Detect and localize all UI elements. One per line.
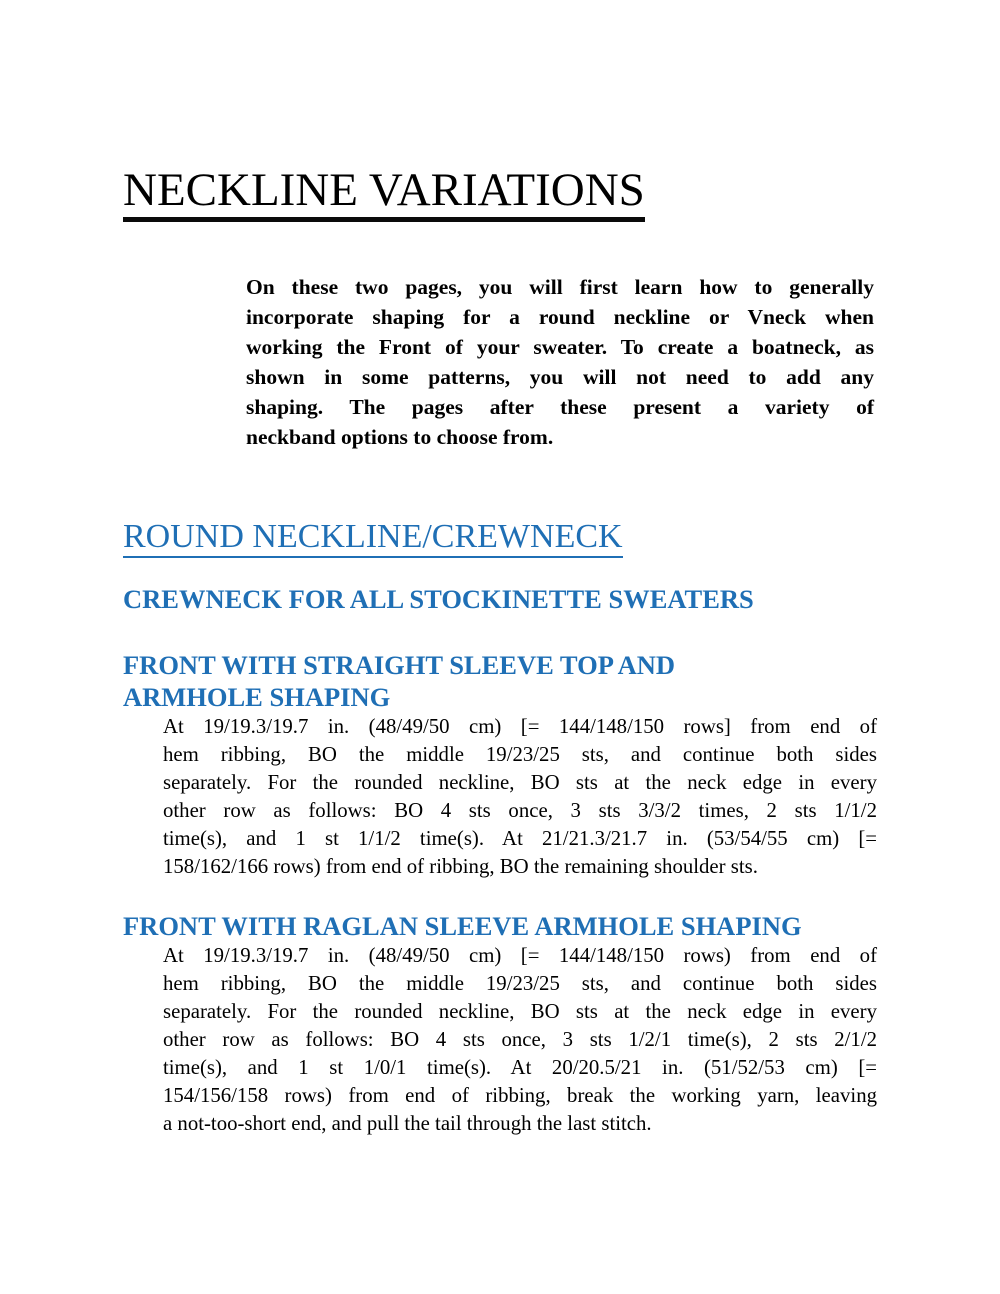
text-line: separately. For the rounded neckline, BO sts at the neck edge in every [163, 771, 877, 794]
text-line: 154/156/158 rows) from end of ribbing, break the working yarn, leaving [163, 1084, 877, 1107]
page-title-text: NECKLINE VARIATIONS [123, 163, 645, 222]
text-line: shown in some patterns, you will not need to add any [246, 365, 874, 389]
text-line: working the Front of your sweater. To create a boatneck, as [246, 335, 874, 359]
text-line: FRONT WITH STRAIGHT SLEEVE TOP AND [123, 650, 676, 680]
page-title [123, 163, 645, 222]
text-line: other row as follows: BO 4 sts once, 3 sts 3/3/2 times, 2 sts 1/1/2 [163, 799, 877, 822]
text-line: At 19/19.3/19.7 in. (48/49/50 cm) [= 144/148/150 rows] from end of [163, 715, 877, 738]
text-line: separately. For the rounded neckline, BO sts at the neck edge in every [163, 1000, 877, 1023]
text-line: At 19/19.3/19.7 in. (48/49/50 cm) [= 144/148/150 rows) from end of [163, 944, 877, 967]
section-heading-round-neckline-text: ROUND NECKLINE/CREWNECK [123, 517, 623, 558]
instructions-front-raglan-sleeve [163, 942, 877, 1138]
subsection-heading-front-raglan-sleeve: FRONT WITH RAGLAN SLEEVE ARMHOLE SHAPING [123, 911, 802, 941]
intro-paragraph [246, 272, 874, 452]
text-line: On these two pages, you will first learn how to generally [246, 275, 874, 299]
text-line: time(s), and 1 st 1/1/2 time(s). At 21/21.3/21.7 in. (53/54/55 cm) [= [163, 827, 877, 850]
text-line: hem ribbing, BO the middle 19/23/25 sts, and continue both sides [163, 972, 877, 995]
text-line: ARMHOLE SHAPING [123, 682, 391, 712]
text-line: 158/162/166 rows) from end of ribbing, BO the remaining shoulder sts. [163, 855, 758, 878]
text-line: hem ribbing, BO the middle 19/23/25 sts, and continue both sides [163, 743, 877, 766]
instructions-front-straight-sleeve [163, 713, 877, 881]
text-line: time(s), and 1 st 1/0/1 time(s). At 20/20.5/21 in. (51/52/53 cm) [= [163, 1056, 877, 1079]
text-line: other row as follows: BO 4 sts once, 3 sts 1/2/1 time(s), 2 sts 2/1/2 [163, 1028, 877, 1051]
text-line: a not-too-short end, and pull the tail through the last stitch. [163, 1112, 652, 1135]
section-heading-round-neckline [123, 517, 623, 558]
text-line: shaping. The pages after these present a variety of [246, 395, 874, 419]
subsection-heading-front-straight-sleeve [123, 649, 783, 713]
text-line: incorporate shaping for a round neckline or Vneck when [246, 305, 874, 329]
text-line: neckband options to choose from. [246, 425, 554, 449]
subsection-heading-crewneck-stockinette: CREWNECK FOR ALL STOCKINETTE SWEATERS [123, 584, 754, 614]
